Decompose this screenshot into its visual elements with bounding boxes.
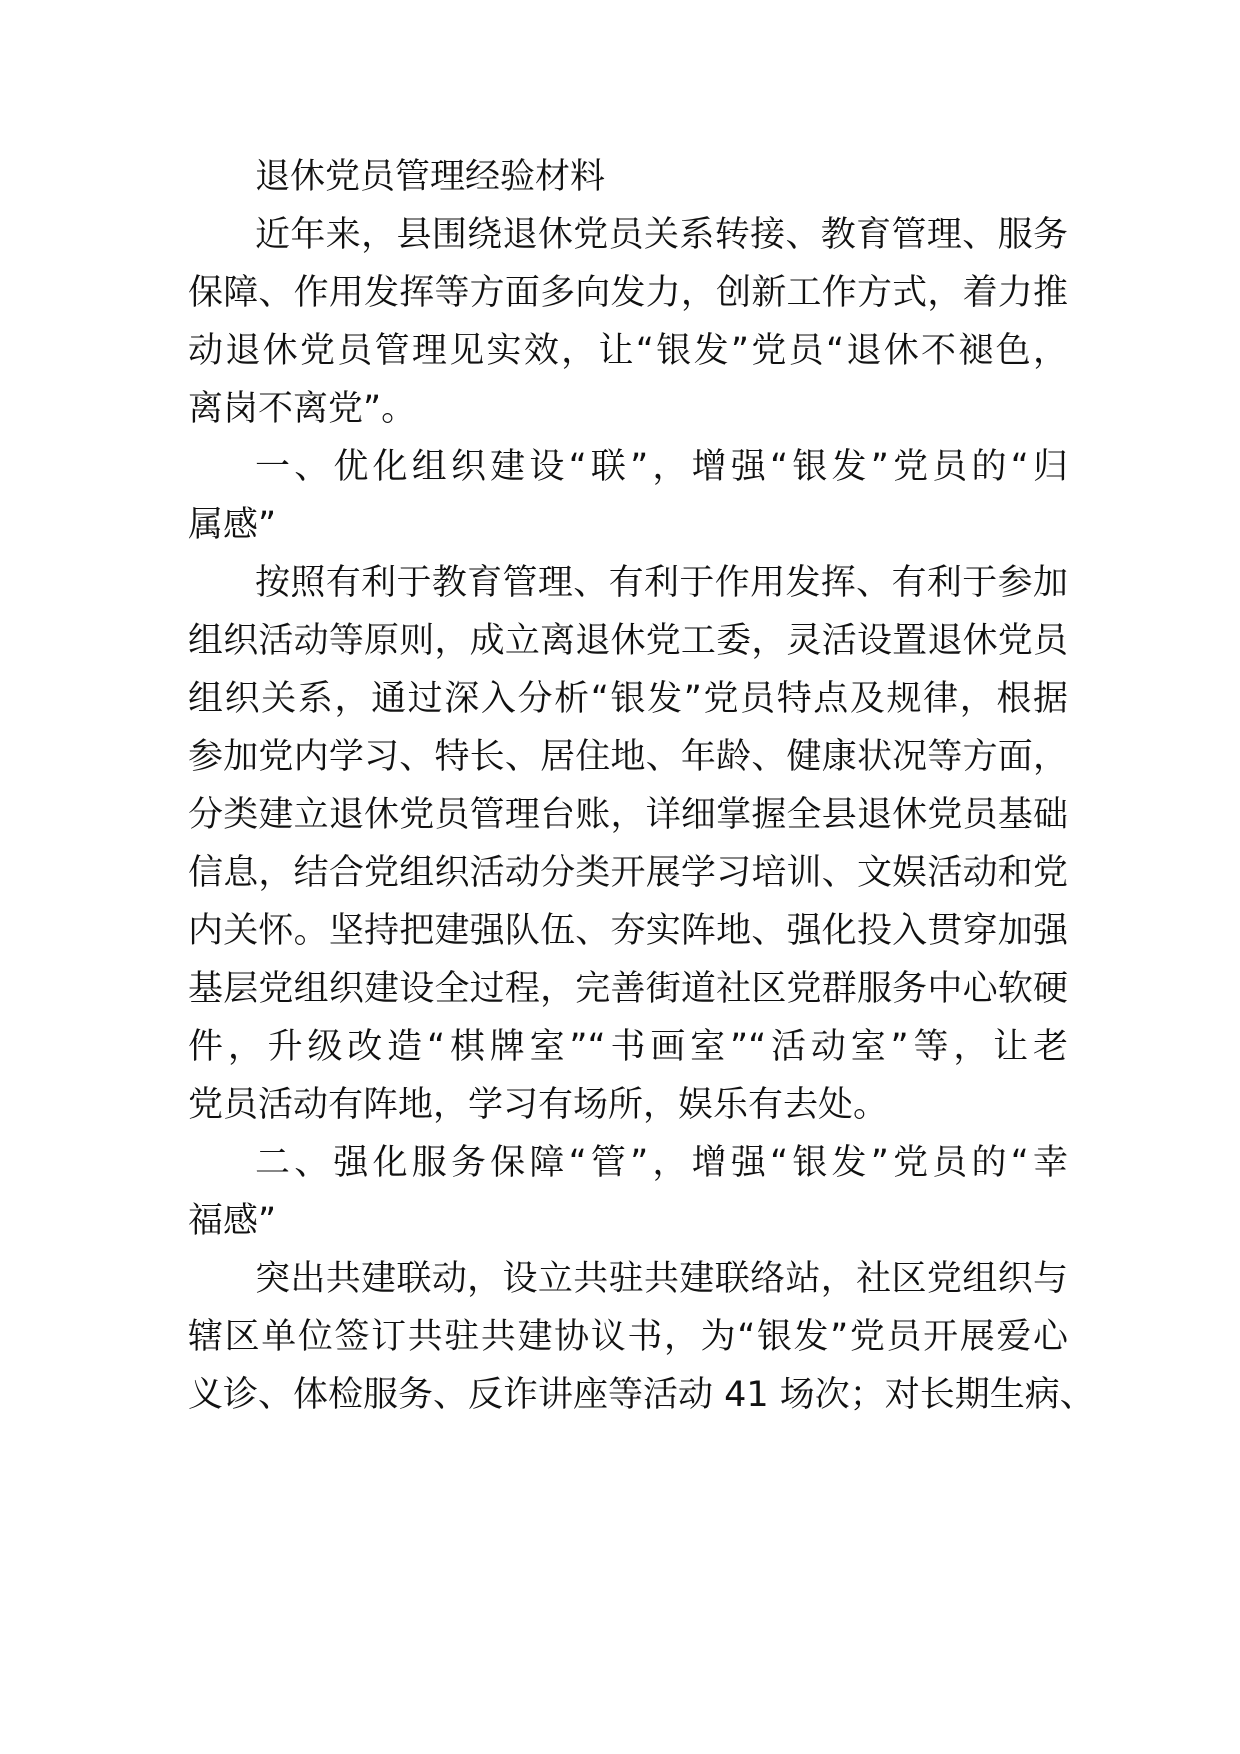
paragraph-line: 义诊、体检服务、反诈讲座等活动 41 场次；对长期生病、 bbox=[188, 1375, 1095, 1415]
paragraph-line: 组织活动等原则，成立离退休党工委，灵活设置退休党员 bbox=[188, 621, 1068, 661]
paragraph-line: 动退休党员管理见实效，让“银发”党员“退休不褪色， bbox=[188, 331, 1068, 371]
document-title: 退休党员管理经验材料 bbox=[255, 157, 606, 197]
paragraph-line: 组织关系，通过深入分析“银发”党员特点及规律，根据 bbox=[188, 679, 1068, 719]
paragraph-line: 辖区单位签订共驻共建协议书，为“银发”党员开展爱心 bbox=[188, 1317, 1068, 1357]
section-heading-line: 福感” bbox=[188, 1201, 277, 1241]
section-heading-line: 属感” bbox=[188, 505, 277, 545]
section-heading-line: 一、优化组织建设“联”，增强“银发”党员的“归 bbox=[255, 447, 1068, 487]
paragraph-line: 基层党组织建设全过程，完善街道社区党群服务中心软硬 bbox=[188, 969, 1068, 1009]
paragraph-line: 件，升级改造“棋牌室”“书画室”“活动室”等，让老 bbox=[188, 1027, 1068, 1067]
paragraph-line: 保障、作用发挥等方面多向发力，创新工作方式，着力推 bbox=[188, 273, 1068, 313]
section-heading-line: 二、强化服务保障“管”，增强“银发”党员的“幸 bbox=[255, 1143, 1068, 1183]
paragraph-line: 信息，结合党组织活动分类开展学习培训、文娱活动和党 bbox=[188, 853, 1068, 893]
paragraph-line: 内关怀。坚持把建强队伍、夯实阵地、强化投入贯穿加强 bbox=[188, 911, 1068, 951]
paragraph-line: 离岗不离党”。 bbox=[188, 389, 417, 429]
paragraph-line: 按照有利于教育管理、有利于作用发挥、有利于参加 bbox=[255, 563, 1068, 603]
paragraph-line: 近年来，县围绕退休党员关系转接、教育管理、服务 bbox=[255, 215, 1068, 255]
paragraph-line: 分类建立退休党员管理台账，详细掌握全县退休党员基础 bbox=[188, 795, 1068, 835]
paragraph-line: 党员活动有阵地，学习有场所，娱乐有去处。 bbox=[188, 1085, 889, 1125]
paragraph-line: 参加党内学习、特长、居住地、年龄、健康状况等方面， bbox=[188, 737, 1068, 777]
paragraph-line: 突出共建联动，设立共驻共建联络站，社区党组织与 bbox=[255, 1259, 1068, 1299]
